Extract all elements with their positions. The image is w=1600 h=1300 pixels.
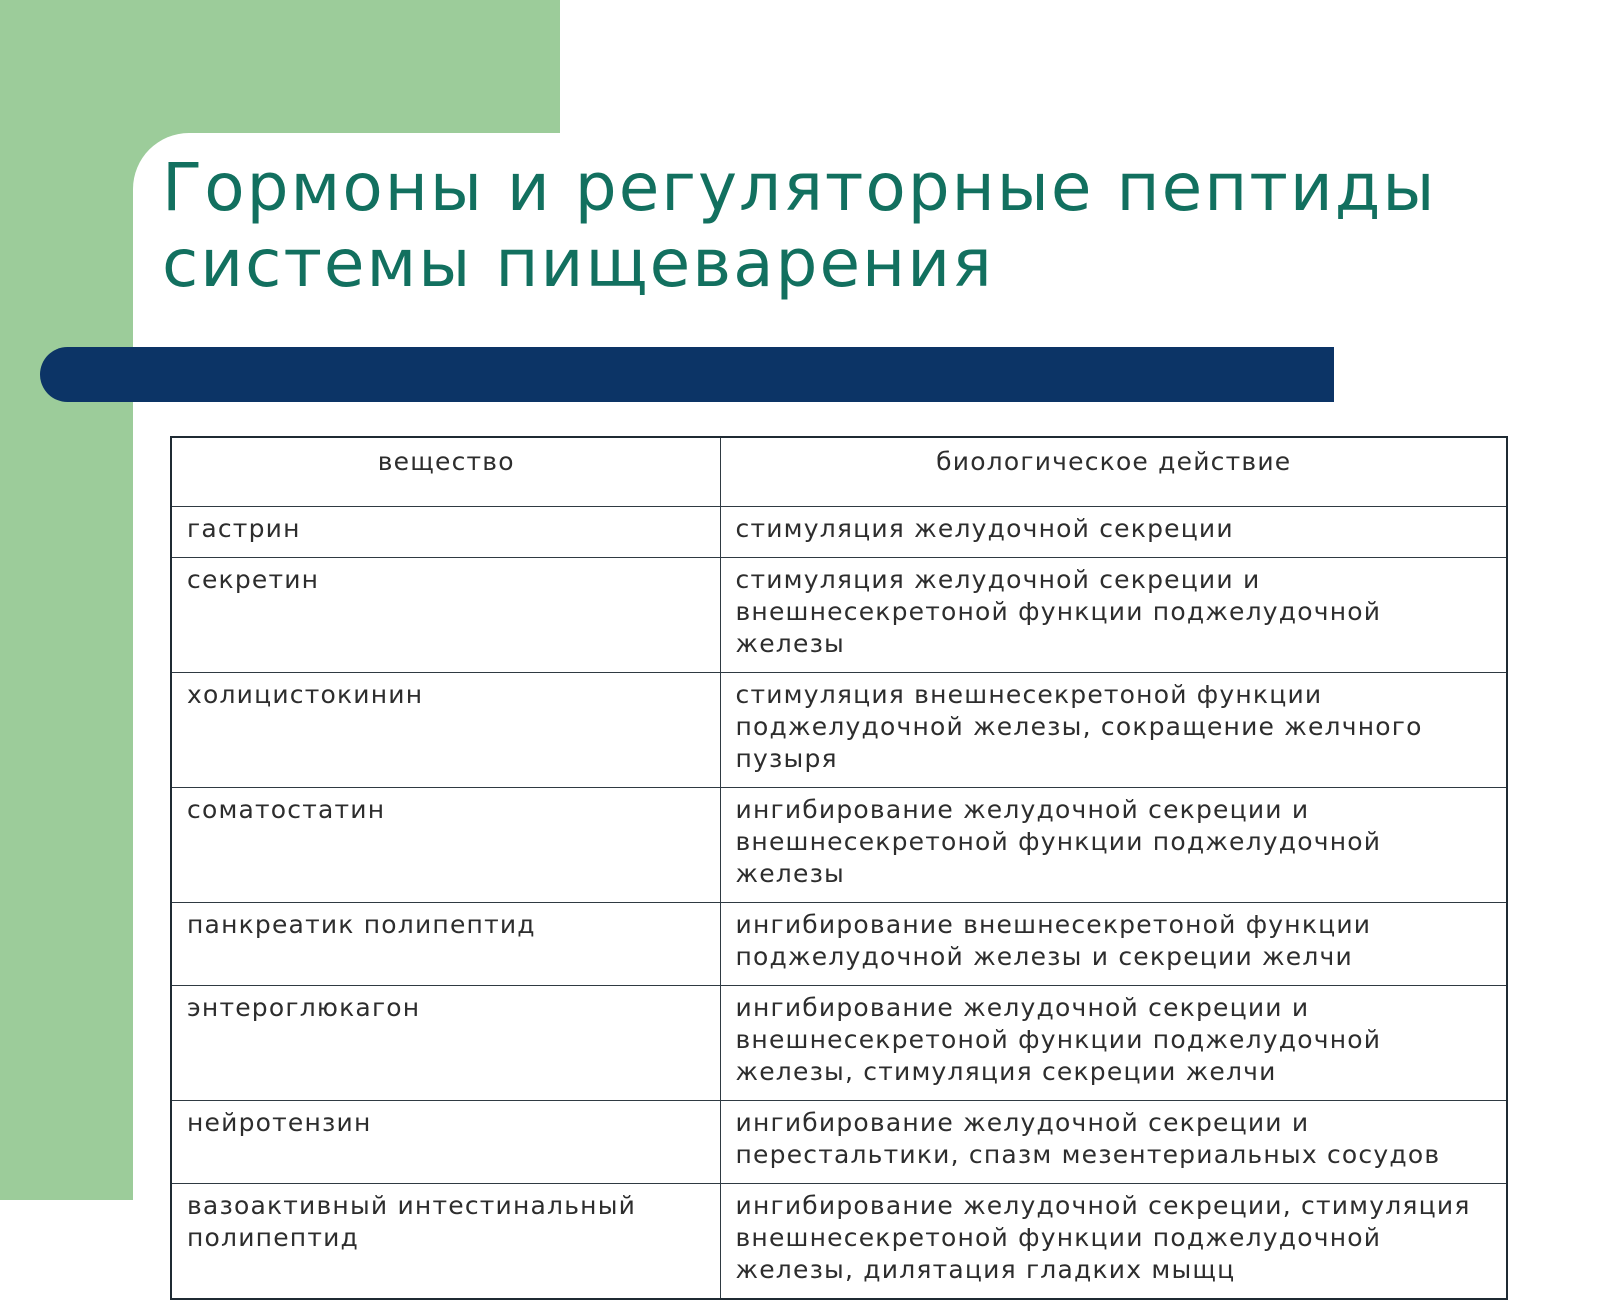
action-cell: стимуляция желудочной секреции и внешнесекретоной функции поджелудочной железы [720, 558, 1507, 673]
action-cell: ингибирование желудочной секреции и перестальтики, спазм мезентериальных сосудов [720, 1101, 1507, 1184]
table-row [171, 986, 1507, 1101]
substance-cell: секретин [171, 558, 720, 673]
table-header-row [171, 437, 1507, 507]
substance-cell: панкреатик полипептид [171, 903, 720, 986]
table-row [171, 673, 1507, 788]
page-title [162, 150, 1562, 302]
header-action: биологическое действие [720, 437, 1507, 507]
action-cell: стимуляция внешнесекретоной функции поджелудочной железы, сокращение желчного пузыря [720, 673, 1507, 788]
header-substance: вещество [171, 437, 720, 507]
substance-cell: соматостатин [171, 788, 720, 903]
substance-cell: энтероглюкагон [171, 986, 720, 1101]
table-row [171, 903, 1507, 986]
substance-cell: вазоактивный интестинальный полипептид [171, 1184, 720, 1300]
table-row [171, 1184, 1507, 1300]
action-cell: ингибирование желудочной секреции и внешнесекретоной функции поджелудочной железы, стимуляция секреции желчи [720, 986, 1507, 1101]
action-cell: ингибирование желудочной секреции и внешнесекретоной функции поджелудочной железы [720, 788, 1507, 903]
action-cell: ингибирование внешнесекретоной функции поджелудочной железы и секреции желчи [720, 903, 1507, 986]
action-cell: стимуляция желудочной секреции [720, 507, 1507, 558]
table-row [171, 788, 1507, 903]
action-cell: ингибирование желудочной секреции, стимуляция внешнесекретоной функции поджелудочной железы, дилятация гладких мыщц [720, 1184, 1507, 1300]
decorative-navy-bar [40, 347, 1334, 402]
table-row [171, 558, 1507, 673]
substance-cell: нейротензин [171, 1101, 720, 1184]
table-row [171, 507, 1507, 558]
substance-cell: гастрин [171, 507, 720, 558]
page-title-line-1: Гормоны и регуляторные пептиды [162, 149, 1437, 226]
page-title-line-2: системы пищеварения [162, 225, 994, 302]
table-row [171, 1101, 1507, 1184]
substance-cell: холицистокинин [171, 673, 720, 788]
hormones-table [170, 436, 1508, 1300]
